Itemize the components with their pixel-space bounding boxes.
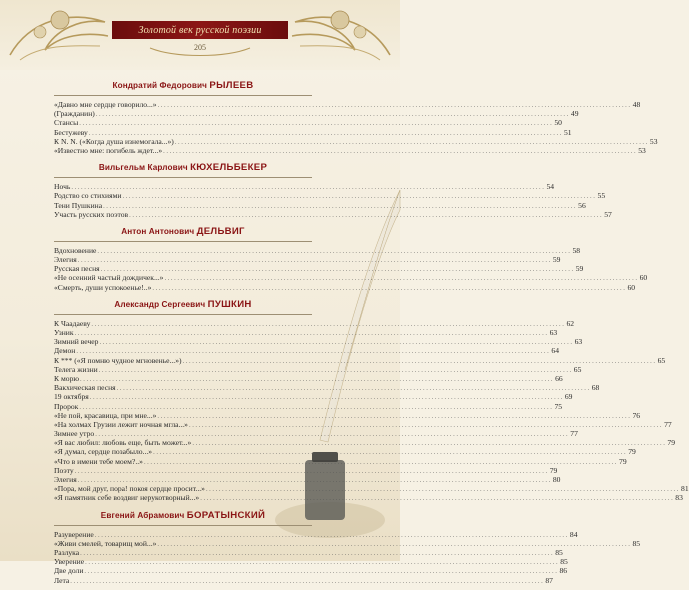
- page-ref: 68: [591, 383, 600, 393]
- page-ref: 80: [552, 475, 561, 484]
- poem-title: «Пора, мой друг, пора! покоя сердце просит...»: [54, 484, 205, 494]
- leader-dots: [189, 421, 663, 430]
- poem-title: «Смерть, души успокоенье!..»: [54, 282, 152, 292]
- poem-title: «Я вас любил: любовь еще, быть может...»: [54, 438, 192, 448]
- leader-dots: [79, 119, 553, 128]
- toc-entry[interactable]: [54, 118, 562, 128]
- page-ref: 69: [564, 392, 573, 402]
- page-ref: 85: [632, 538, 641, 548]
- page-ref: 53: [638, 145, 646, 155]
- author-heading-delvig: [54, 224, 312, 241]
- leader-dots: [122, 192, 596, 201]
- poem-title: Бестужеву: [54, 127, 88, 137]
- leader-dots: [84, 567, 558, 576]
- toc-entry[interactable]: [54, 127, 572, 137]
- page-ref: 79: [628, 447, 636, 457]
- poem-title: К *** («Я помню чудное мгновенье...»): [54, 355, 182, 365]
- page-ref: 85: [560, 557, 568, 567]
- leader-dots: [206, 485, 680, 494]
- page-ref: 81: [681, 484, 689, 494]
- poem-title: «Я думал, сердце позабыло...»: [54, 447, 153, 457]
- leader-dots: [157, 412, 631, 421]
- toc-entry[interactable]: [54, 100, 641, 109]
- author-name: Александр Сергеевич: [114, 299, 206, 309]
- poem-title: Пророк: [54, 401, 79, 411]
- page-ref: 63: [574, 337, 583, 347]
- page-ref: 62: [566, 318, 575, 328]
- leader-dots: [78, 256, 552, 265]
- toc-entry[interactable]: [54, 191, 606, 201]
- leader-dots: [152, 284, 626, 293]
- divider: [54, 525, 312, 526]
- toc-entry[interactable]: [54, 484, 689, 494]
- table-of-contents: [54, 78, 689, 590]
- author-name: Антон Антонович: [121, 226, 195, 236]
- toc-entry[interactable]: [54, 547, 563, 557]
- toc-entry[interactable]: [54, 557, 568, 567]
- page-ref: 54: [546, 182, 555, 192]
- poem-title: Элегия: [54, 475, 77, 484]
- poem-title: (Гражданин): [54, 109, 95, 119]
- toc-entry[interactable]: [54, 109, 579, 119]
- decorative-header: [0, 0, 400, 70]
- divider: [54, 95, 312, 96]
- poem-title: Зимнее утро: [54, 429, 95, 439]
- toc-entry[interactable]: [54, 392, 573, 402]
- author-surname: КЮХЕЛЬБЕКЕР: [190, 162, 268, 174]
- poem-title: «Не пой, красавица, при мне...»: [54, 410, 157, 420]
- toc-entry[interactable]: [54, 282, 636, 292]
- leader-dots: [80, 549, 554, 558]
- toc-entry[interactable]: [54, 337, 583, 347]
- page-ref: 59: [575, 264, 584, 274]
- author-surname: БОРАТЫНСКИЙ: [186, 509, 266, 521]
- leader-dots: [183, 357, 657, 366]
- page-ref: 79: [667, 438, 676, 448]
- leader-dots: [96, 110, 570, 119]
- author-name: Кондратий Федорович: [112, 81, 208, 90]
- author-surname: РЫЛЕЕВ: [209, 80, 254, 91]
- toc-entry[interactable]: [54, 493, 683, 503]
- leader-dots: [175, 138, 649, 147]
- page-ref: 56: [578, 200, 586, 210]
- leader-dots: [90, 393, 564, 402]
- page-ref: 79: [619, 456, 627, 466]
- poem-title: Родство со стихиями: [54, 191, 122, 201]
- leader-dots: [103, 202, 577, 211]
- toc-entry[interactable]: [54, 328, 558, 337]
- page-ref: 57: [604, 209, 612, 219]
- author-name: Вильгельм Карлович: [98, 163, 188, 173]
- page-ref: 87: [545, 575, 553, 585]
- leader-dots: [200, 494, 674, 503]
- toc-entry[interactable]: [54, 475, 561, 484]
- toc-entry[interactable]: [54, 410, 641, 420]
- poem-list: [54, 245, 648, 292]
- page-ref: 65: [573, 364, 582, 374]
- poem-title: Разлука: [54, 547, 80, 557]
- poem-title: «Живи смелей, товарищ мой...»: [54, 538, 157, 548]
- toc-entry[interactable]: [54, 401, 563, 411]
- poem-title: Стансы: [54, 118, 79, 128]
- page-ref: 77: [664, 419, 672, 429]
- leader-dots: [192, 439, 666, 448]
- page-ref: 85: [555, 547, 563, 557]
- page-ref: 53: [649, 136, 658, 146]
- divider: [54, 314, 312, 315]
- page-ref: 65: [657, 355, 666, 365]
- leader-dots: [99, 338, 573, 347]
- toc-entry[interactable]: [54, 318, 575, 328]
- leader-dots: [101, 265, 575, 274]
- toc-entry[interactable]: [54, 456, 627, 466]
- poem-title: К морю: [54, 373, 80, 383]
- poem-title: Участь русских поэтов: [54, 209, 129, 219]
- page-ref: 51: [563, 127, 572, 137]
- leader-dots: [129, 211, 603, 220]
- poem-title: «Я памятник себе воздвиг нерукотворный...»: [54, 493, 200, 503]
- leader-dots: [158, 101, 632, 110]
- poem-list: [54, 529, 641, 585]
- toc-entry[interactable]: [54, 429, 578, 439]
- page-ref: 77: [570, 429, 578, 439]
- toc-entry[interactable]: [54, 438, 676, 448]
- leader-dots: [97, 247, 571, 256]
- toc-entry[interactable]: [54, 264, 584, 274]
- poem-title: Лета: [54, 575, 70, 585]
- toc-entry[interactable]: [54, 566, 568, 576]
- leader-dots: [85, 558, 559, 567]
- page-ref: 66: [555, 373, 563, 383]
- poem-title: Телега жизни: [54, 364, 98, 374]
- page-ref: 84: [569, 529, 578, 539]
- poem-title: Две доли: [54, 566, 84, 576]
- author-heading-pushkin: [54, 297, 312, 314]
- page-ref: 50: [554, 118, 562, 128]
- poem-title: 19 октября: [54, 392, 89, 402]
- leader-dots: [75, 329, 549, 338]
- divider: [54, 177, 312, 178]
- leader-dots: [99, 366, 573, 375]
- author-surname: ПУШКИН: [207, 298, 252, 310]
- page-ref: 64: [551, 346, 559, 356]
- toc-entry[interactable]: [54, 346, 559, 356]
- page-ref: 83: [675, 493, 683, 503]
- page-ref: 49: [570, 109, 579, 119]
- page-ref: 48: [632, 100, 641, 109]
- toc-entry[interactable]: [54, 273, 648, 283]
- toc-entry[interactable]: [54, 364, 582, 374]
- author-name: Евгений Абрамович: [100, 510, 185, 520]
- poem-title: «Не осенний частый дождичек...»: [54, 273, 164, 283]
- poem-title: Зимний вечер: [54, 337, 99, 347]
- poem-title: «На холмах Грузии лежит ночная мгла...»: [54, 419, 188, 429]
- leader-dots: [71, 183, 545, 192]
- page-ref: 60: [627, 282, 636, 292]
- leader-dots: [91, 320, 565, 329]
- toc-entry[interactable]: [54, 182, 555, 192]
- book-title-ribbon: Золотой век русской поэзии: [112, 21, 288, 39]
- leader-dots: [117, 384, 591, 393]
- toc-entry[interactable]: [54, 255, 561, 265]
- toc-entry[interactable]: [54, 245, 581, 255]
- page-ref: 60: [639, 273, 648, 283]
- toc-entry[interactable]: [54, 538, 641, 548]
- poem-title: Вдохновение: [54, 245, 97, 255]
- author-heading-kyukhelbeker: [54, 160, 312, 177]
- toc-entry[interactable]: [54, 145, 646, 155]
- poem-title: Узник: [54, 328, 74, 337]
- page-ref: 75: [554, 401, 563, 411]
- toc-entry[interactable]: [54, 355, 666, 365]
- poem-title: Разуверение: [54, 529, 94, 539]
- toc-entry[interactable]: [54, 136, 658, 146]
- poem-title: Русская песня: [54, 264, 100, 274]
- page-ref: 58: [572, 245, 581, 255]
- toc-entry[interactable]: [54, 529, 578, 539]
- toc-entry[interactable]: [54, 209, 612, 219]
- author-surname: ДЕЛЬВИГ: [196, 225, 245, 237]
- poem-title: «Известно мне: погибель ждет...»: [54, 145, 163, 155]
- poem-title: Уверение: [54, 557, 85, 567]
- poem-title: Элегия: [54, 255, 77, 265]
- poem-title: Поэту: [54, 465, 74, 475]
- divider: [54, 241, 312, 242]
- poem-list: [54, 100, 658, 155]
- toc-entry[interactable]: [54, 447, 636, 457]
- poem-title: Вакхическая песня: [54, 383, 116, 393]
- toc-entry[interactable]: [54, 419, 672, 429]
- toc-entry[interactable]: [54, 383, 600, 393]
- leader-dots: [75, 467, 549, 476]
- leader-dots: [163, 147, 637, 156]
- page-number: 205: [194, 43, 206, 52]
- author-heading-ryleev: [54, 78, 312, 95]
- poem-title: Ночь: [54, 182, 71, 192]
- page-ref: 76: [632, 410, 641, 420]
- page-ref: 55: [597, 191, 606, 201]
- leader-dots: [144, 458, 618, 467]
- poem-title: Демон: [54, 346, 76, 356]
- toc-entry[interactable]: [54, 200, 586, 210]
- poem-title: «Что в имени тебе моем?..»: [54, 456, 143, 466]
- poem-list: [54, 182, 612, 219]
- toc-entry[interactable]: [54, 575, 553, 585]
- author-heading-boratynsky: [54, 508, 312, 525]
- leader-dots: [80, 375, 554, 384]
- leader-dots: [95, 531, 569, 540]
- poem-list: [54, 318, 689, 503]
- toc-entry[interactable]: [54, 373, 563, 383]
- leader-dots: [153, 448, 627, 457]
- page-ref: 86: [559, 566, 568, 576]
- leader-dots: [70, 577, 544, 586]
- page-ref: 79: [549, 465, 558, 475]
- leader-dots: [164, 274, 638, 283]
- poem-title: К N. N. («Когда душа изнемогала...»): [54, 136, 174, 146]
- poem-title: Тени Пушкина: [54, 200, 103, 210]
- page-ref: 59: [552, 255, 561, 265]
- poem-title: К Чаадаеву: [54, 318, 91, 328]
- poem-title: «Давно мне сердце говорило...»: [54, 100, 157, 109]
- page-ref: 63: [549, 328, 558, 337]
- toc-entry[interactable]: [54, 465, 558, 475]
